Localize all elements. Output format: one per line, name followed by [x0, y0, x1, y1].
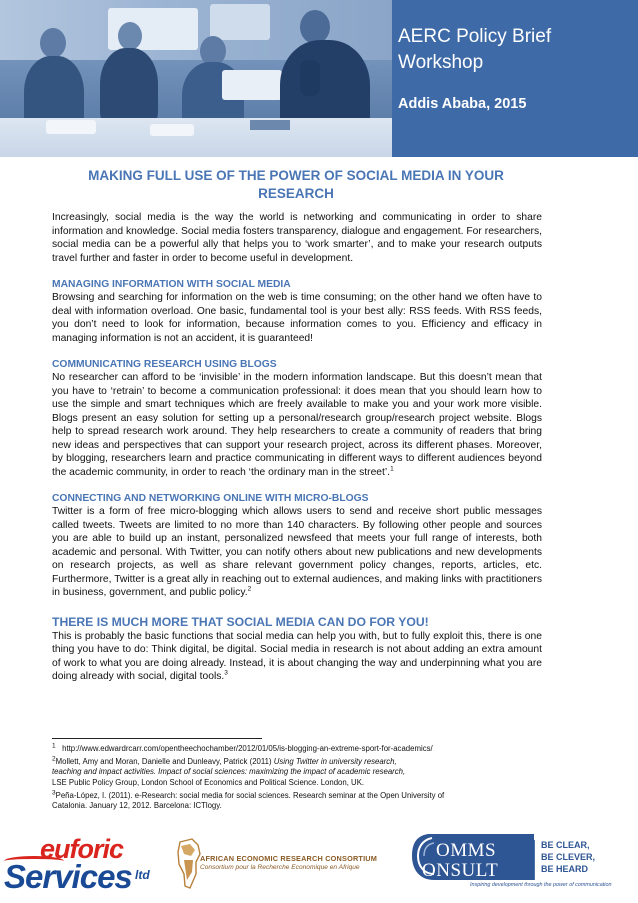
- intro-paragraph: Increasingly, social media is the way the world is networking and communicating in order to share information and knowledge. Social media fosters transparency, dialogue and engagement. For researchers, social media can be a powerful ally that helps you to ‘work smarter’, and to make your research outputs travel further and faster in order to become useful in development.: [52, 212, 542, 264]
- footnote-divider: [52, 738, 262, 739]
- workshop-title-line2: Workshop: [398, 52, 484, 73]
- footnote-ref-1[interactable]: 1: [390, 465, 394, 473]
- footnote-1-link[interactable]: http://www.edwardrcarr.com/opentheechochamber/2012/01/05/is-blogging-an-extreme-sport-for-academics/: [62, 744, 433, 753]
- comms-consult-logo: [410, 832, 638, 898]
- comms-tagline: Inspiring development through the power of communication: [470, 882, 612, 888]
- footnote-1: $^1$ http://www.edwardrcarr.com/opentheechochamber/2012/01/05/is-blogging-an-extreme-sport-for-academics/: [52, 742, 433, 753]
- page-title-line1: MAKING FULL USE OF THE POWER OF SOCIAL MEDIA IN YOUR: [88, 168, 504, 183]
- footnote-2: $^2$Mollett, Amy and Moran, Danielle and Dunleavy, Patrick (2011) Using Twitter in university research, teaching and impact activities. Impact of social sciences: maximizing the impact of academic research, LSE Public Policy Group, London School of Economics and Political Science. London, UK.: [52, 755, 406, 787]
- euforic-services-logo: [2, 834, 168, 896]
- africa-map-icon: [176, 836, 202, 892]
- comms-logo-divider: [534, 840, 535, 880]
- aerc-name-french: Consortium pour la Recherche Economique en Afrique: [200, 864, 360, 871]
- comms-tag-2: BE CLEVER,: [541, 852, 596, 862]
- title-panel: [392, 0, 638, 157]
- workshop-title-line1: AERC Policy Brief: [398, 26, 552, 47]
- section-text-blogs: No researcher can afford to be ‘invisible’ in the modern information landscape. But this doesn’t mean that you have to ‘retrain’ to become a communication professional: it does mean that you should learn how to use the simple and smart techniques which are freely available to make you and your work more visible. Blogs present an easy solution for setting up a personal/research group/research project website. Blogs help to spread research work around. They help researchers to create a community of readers that bring new ideas and perspectives that can support your research project, across its different phases. Moreover, by blogging, researchers learn and practice communicating in different ways to different audiences beyond the academic community, in order to reach ‘the ordinary man in the street’.$^1$: [52, 372, 542, 478]
- section-heading-blogs: COMMUNICATING RESEARCH USING BLOGS: [52, 359, 277, 370]
- section-heading-managing: MANAGING INFORMATION WITH SOCIAL MEDIA: [52, 279, 291, 290]
- section-heading-more: THERE IS MUCH MORE THAT SOCIAL MEDIA CAN DO FOR YOU!: [52, 614, 429, 629]
- partner-logos: [0, 828, 638, 903]
- section-heading-microblogs: CONNECTING AND NETWORKING ONLINE WITH MICRO-BLOGS: [52, 493, 369, 504]
- footnote-3: $^3$Peña-López, I. (2011). e-Research: social media for social sciences. Research seminar at the Open University of Catalonia. January 12, 2012. Barcelona: ICTlogy.: [52, 789, 445, 811]
- footnotes: [52, 744, 552, 814]
- comms-tag-3: BE HEARD: [541, 864, 589, 874]
- comms-logo-line2: ONSULT: [422, 860, 499, 881]
- section-text-microblogs: Twitter is a form of free micro-blogging which allows users to send and receive short public messages called tweets. Tweets are limited to no more than 140 characters. By following other people and sources you are able to build up an instant, personalized newsfeed that meets your full range of interests, both academic and personal. With Twitter, you can notify others about new publications and new developments on research projects, as well as share relevant government policy changes, reports, articles, etc. Furthermore, Twitter is a great ally in reaching out to external audiences, and making links with practitioners in business, government, and public policy.$^2$: [52, 506, 542, 598]
- workshop-photo: [0, 0, 392, 157]
- aerc-logo: [176, 836, 400, 896]
- footnote-ref-3[interactable]: 3: [224, 669, 228, 677]
- euforic-logo-ltd: ltd: [135, 868, 150, 882]
- section-text-managing: Browsing and searching for information on the web is time consuming; on the other hand we often have to deal with information overload. One basic, fundamental tool is your best ally: RSS feeds. With RSS feeds, you don’t need to look for information, because information comes to you. Efficiency and efficacy in managing information is not an accident, it is guaranteed!: [52, 292, 542, 344]
- header-banner: [0, 0, 638, 157]
- section-text-more: This is probably the basic functions that social media can help you with, but to fully exploit this, there is one thing you have to do: Think digital, be digital. Social media in research is not about adding an extra amount of work to what you are doing already. Instead, it is about changing the way and underpinning what you are doing already with social, digital tools.$^3$: [52, 630, 542, 682]
- article-body: [52, 211, 542, 684]
- page-title: [52, 167, 540, 203]
- page-title-line2: RESEARCH: [258, 186, 334, 201]
- euforic-logo-bottom: Services: [4, 858, 132, 895]
- aerc-name: AFRICAN ECONOMIC RESEARCH CONSORTIUM: [200, 854, 378, 863]
- comms-tag-1: BE CLEAR,: [541, 840, 590, 850]
- workshop-location: Addis Ababa, 2015: [398, 96, 527, 112]
- comms-logo-line1: OMMS: [436, 840, 497, 861]
- euforic-logo-top: euforic: [40, 834, 124, 864]
- footnote-ref-2[interactable]: 2: [247, 585, 252, 593]
